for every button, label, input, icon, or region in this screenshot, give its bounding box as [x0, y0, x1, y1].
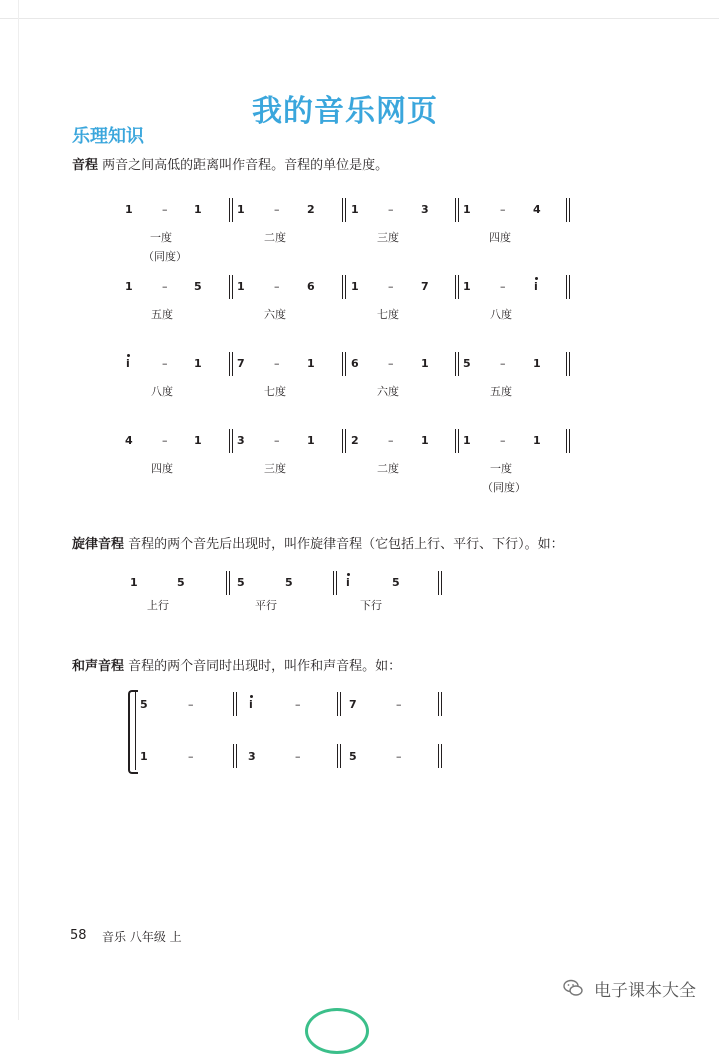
- note: 1: [307, 357, 315, 370]
- note: 3: [248, 750, 256, 763]
- degree-sublabel: （同度）: [482, 481, 526, 494]
- dash: –: [500, 357, 506, 370]
- barline: [232, 429, 233, 453]
- note: 1: [533, 434, 541, 447]
- dash: –: [295, 698, 301, 711]
- barline: [229, 571, 230, 595]
- harmonic-definition-text: 音程的两个音同时出现时，叫作和声音程。如：: [128, 659, 402, 674]
- dash: –: [396, 750, 402, 763]
- barline: [340, 744, 341, 768]
- barline: [345, 198, 346, 222]
- barline: [226, 571, 227, 595]
- barline: [458, 198, 459, 222]
- barline: [441, 571, 442, 595]
- direction-label: 平行: [255, 599, 277, 612]
- note: 5: [463, 357, 471, 370]
- note: 2: [307, 203, 315, 216]
- note: 1: [194, 203, 202, 216]
- interval-term: 音程: [72, 158, 99, 173]
- note: 4: [533, 203, 541, 216]
- barline: [337, 692, 338, 716]
- section-title: 乐理知识: [72, 126, 144, 147]
- degree-label: 二度: [377, 462, 399, 475]
- barline: [342, 429, 343, 453]
- barline: [232, 352, 233, 376]
- direction-label: 上行: [147, 599, 169, 612]
- dash: –: [295, 750, 301, 763]
- barline: [229, 198, 230, 222]
- barline: [236, 692, 237, 716]
- barline: [438, 744, 439, 768]
- barline: [455, 429, 456, 453]
- barline: [229, 352, 230, 376]
- degree-label: 五度: [490, 385, 512, 398]
- degree-label: 五度: [151, 308, 173, 321]
- dash: –: [388, 203, 394, 216]
- harmonic-term: 和声音程: [72, 659, 125, 674]
- barline: [233, 692, 234, 716]
- dash: –: [162, 280, 168, 293]
- note: 1: [140, 750, 148, 763]
- staff-brace: [128, 690, 138, 774]
- barline: [566, 429, 567, 453]
- note: 1: [421, 357, 429, 370]
- note: 1: [463, 434, 471, 447]
- note: 1: [130, 576, 138, 589]
- dash: –: [396, 698, 402, 711]
- note: i: [534, 280, 538, 293]
- melodic-term: 旋律音程: [72, 537, 125, 552]
- barline: [340, 692, 341, 716]
- barline: [566, 352, 567, 376]
- barline: [569, 275, 570, 299]
- degree-label: 七度: [377, 308, 399, 321]
- note: 1: [125, 203, 133, 216]
- degree-label: 三度: [264, 462, 286, 475]
- note: 3: [421, 203, 429, 216]
- high-octave-dot: [535, 277, 538, 280]
- note: 1: [463, 280, 471, 293]
- high-octave-dot: [347, 573, 350, 576]
- dash: –: [274, 280, 280, 293]
- degree-label: 一度: [490, 462, 512, 475]
- barline: [345, 275, 346, 299]
- bottom-decoration: [305, 1008, 369, 1054]
- barline: [566, 275, 567, 299]
- note: 5: [392, 576, 400, 589]
- note: 5: [349, 750, 357, 763]
- barline: [441, 744, 442, 768]
- footer-book-title: 音乐 八年级 上: [102, 930, 182, 944]
- page-number: 58: [70, 928, 87, 943]
- watermark-text: 电子课本大全: [594, 981, 696, 1001]
- high-octave-dot: [250, 695, 253, 698]
- barline: [336, 571, 337, 595]
- dash: –: [162, 203, 168, 216]
- dash: –: [162, 357, 168, 370]
- degree-label: 七度: [264, 385, 286, 398]
- note: 4: [125, 434, 133, 447]
- barline: [342, 198, 343, 222]
- note: 2: [351, 434, 359, 447]
- barline: [458, 429, 459, 453]
- degree-label: 八度: [490, 308, 512, 321]
- note: 1: [194, 434, 202, 447]
- note: 1: [237, 280, 245, 293]
- barline: [342, 275, 343, 299]
- page-frame-left: [0, 0, 19, 1020]
- barline: [458, 352, 459, 376]
- dash: –: [500, 203, 506, 216]
- note: i: [126, 357, 130, 370]
- degree-label: 三度: [377, 231, 399, 244]
- harmonic-definition: [72, 655, 401, 674]
- note: 6: [351, 357, 359, 370]
- note: 5: [194, 280, 202, 293]
- note: 1: [351, 203, 359, 216]
- note: 5: [285, 576, 293, 589]
- interval-definition: [72, 154, 388, 173]
- barline: [232, 198, 233, 222]
- note: 1: [125, 280, 133, 293]
- barline: [438, 571, 439, 595]
- note: 1: [237, 203, 245, 216]
- dash: –: [274, 203, 280, 216]
- barline: [455, 275, 456, 299]
- barline: [229, 429, 230, 453]
- direction-label: 下行: [360, 599, 382, 612]
- barline: [345, 352, 346, 376]
- barline: [566, 198, 567, 222]
- degree-label: 四度: [151, 462, 173, 475]
- dash: –: [500, 434, 506, 447]
- note: 1: [421, 434, 429, 447]
- staff-brace-line: [135, 690, 136, 770]
- barline: [441, 692, 442, 716]
- dash: –: [188, 750, 194, 763]
- degree-label: 八度: [151, 385, 173, 398]
- barline: [569, 198, 570, 222]
- page-title: 我的音乐网页: [252, 94, 438, 129]
- note: 3: [237, 434, 245, 447]
- wechat-icon: [563, 978, 583, 998]
- degree-label: 六度: [377, 385, 399, 398]
- note: 1: [351, 280, 359, 293]
- note: i: [249, 698, 253, 711]
- note: 5: [237, 576, 245, 589]
- degree-sublabel: （同度）: [143, 250, 187, 263]
- note: 5: [140, 698, 148, 711]
- dash: –: [388, 434, 394, 447]
- barline: [342, 352, 343, 376]
- note: 1: [194, 357, 202, 370]
- dash: –: [162, 434, 168, 447]
- degree-label: 一度: [150, 231, 172, 244]
- note: i: [346, 576, 350, 589]
- note: 5: [177, 576, 185, 589]
- dash: –: [188, 698, 194, 711]
- dash: –: [274, 357, 280, 370]
- note: 1: [463, 203, 471, 216]
- note: 7: [421, 280, 429, 293]
- barline: [569, 429, 570, 453]
- note: 7: [237, 357, 245, 370]
- barline: [232, 275, 233, 299]
- note: 1: [307, 434, 315, 447]
- barline: [455, 352, 456, 376]
- barline: [236, 744, 237, 768]
- dash: –: [388, 357, 394, 370]
- degree-label: 二度: [264, 231, 286, 244]
- high-octave-dot: [127, 354, 130, 357]
- barline: [345, 429, 346, 453]
- melodic-definition: [72, 533, 564, 552]
- dash: –: [388, 280, 394, 293]
- dash: –: [500, 280, 506, 293]
- note: 6: [307, 280, 315, 293]
- note: 7: [349, 698, 357, 711]
- barline: [233, 744, 234, 768]
- barline: [438, 692, 439, 716]
- interval-definition-text: 两音之间高低的距离叫作音程。音程的单位是度。: [102, 158, 389, 173]
- page-frame-top: [0, 0, 719, 19]
- note: 1: [533, 357, 541, 370]
- barline: [229, 275, 230, 299]
- barline: [337, 744, 338, 768]
- barline: [458, 275, 459, 299]
- degree-label: 六度: [264, 308, 286, 321]
- degree-label: 四度: [489, 231, 511, 244]
- barline: [455, 198, 456, 222]
- dash: –: [274, 434, 280, 447]
- melodic-definition-text: 音程的两个音先后出现时，叫作旋律音程（它包括上行、平行、下行）。如：: [128, 537, 564, 552]
- barline: [333, 571, 334, 595]
- barline: [569, 352, 570, 376]
